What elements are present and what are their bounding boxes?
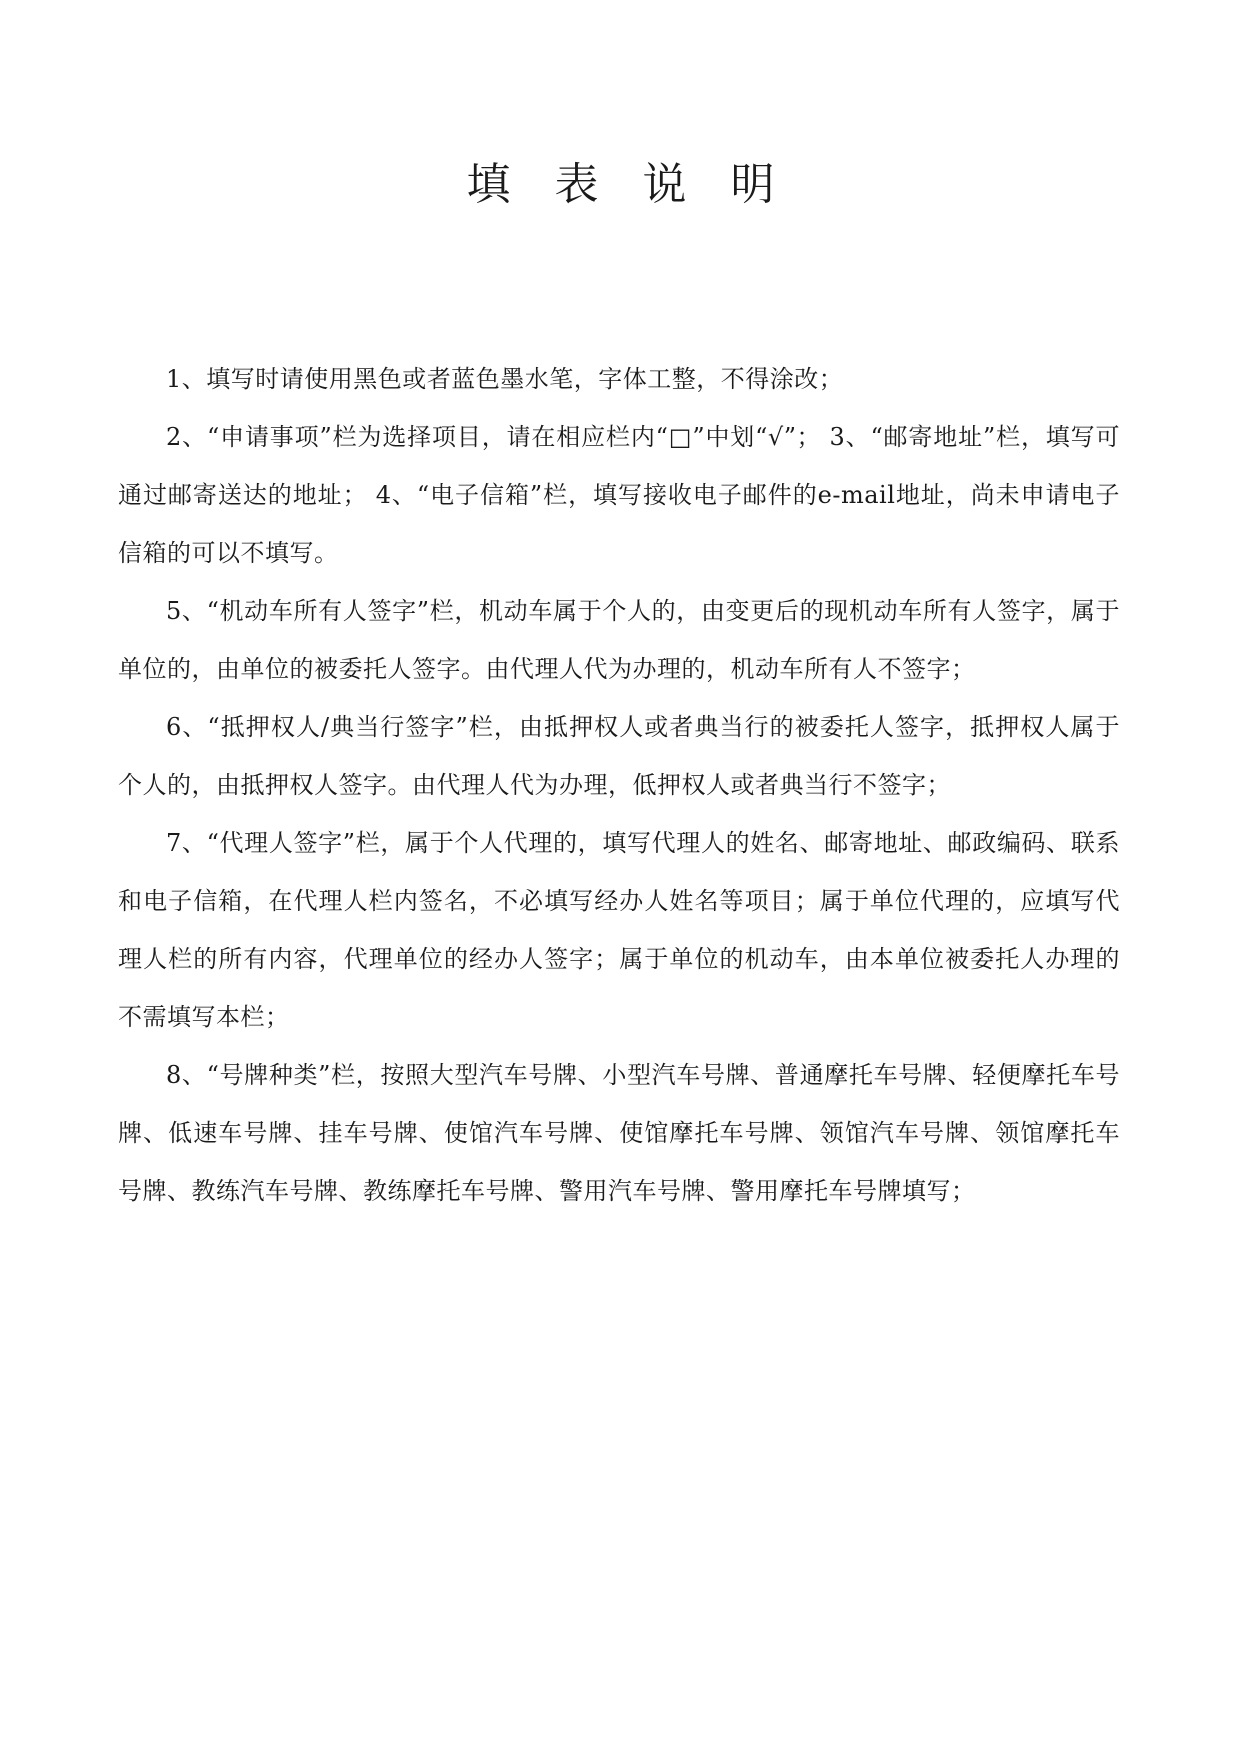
instruction-paragraph-6: 8、“号牌种类”栏，按照大型汽车号牌、小型汽车号牌、普通摩托车号牌、轻便摩托车号牌、低速车号牌、挂车号牌、使馆汽车号牌、使馆摩托车号牌、领馆汽车号牌、领馆摩托车号牌、教练汽车号牌、教练摩托车号牌、警用汽车号牌、警用摩托车号牌填写； <box>118 1061 1120 1205</box>
instruction-paragraph-4: 6、“抵押权人/典当行签字”栏，由抵押权人或者典当行的被委托人签字，抵押权人属于个人的，由抵押权人签字。由代理人代为办理，低押权人或者典当行不签字； <box>118 713 1120 799</box>
instruction-paragraph-2: 2、“申请事项”栏为选择项目，请在相应栏内“□”中划“√”； 3、“邮寄地址”栏，填写可通过邮寄送达的地址； 4、“电子信箱”栏，填写接收电子邮件的e-mail地址，尚未申请电子信箱的可以不填写。 <box>118 423 1120 567</box>
instruction-paragraph-3: 5、“机动车所有人签字”栏，机动车属于个人的，由变更后的现机动车所有人签字，属于单位的，由单位的被委托人签字。由代理人代为办理的，机动车所有人不签字； <box>118 597 1120 683</box>
instruction-paragraph-5: 7、“代理人签字”栏，属于个人代理的，填写代理人的姓名、邮寄地址、邮政编码、联系 和电子信箱，在代理人栏内签名，不必填写经办人姓名等项目；属于单位代理的，应填写代理人栏的所有内容，代理单位的经办人签字；属于单位的机动车，由本单位被委托人办理的不需填写本栏； <box>118 829 1169 1031</box>
page-title: 填表说明 <box>466 159 819 210</box>
instruction-paragraph-1: 1、填写时请使用黑色或者蓝色墨水笔，字体工整，不得涂改； <box>166 365 844 393</box>
instructions-body <box>118 350 1169 1220</box>
